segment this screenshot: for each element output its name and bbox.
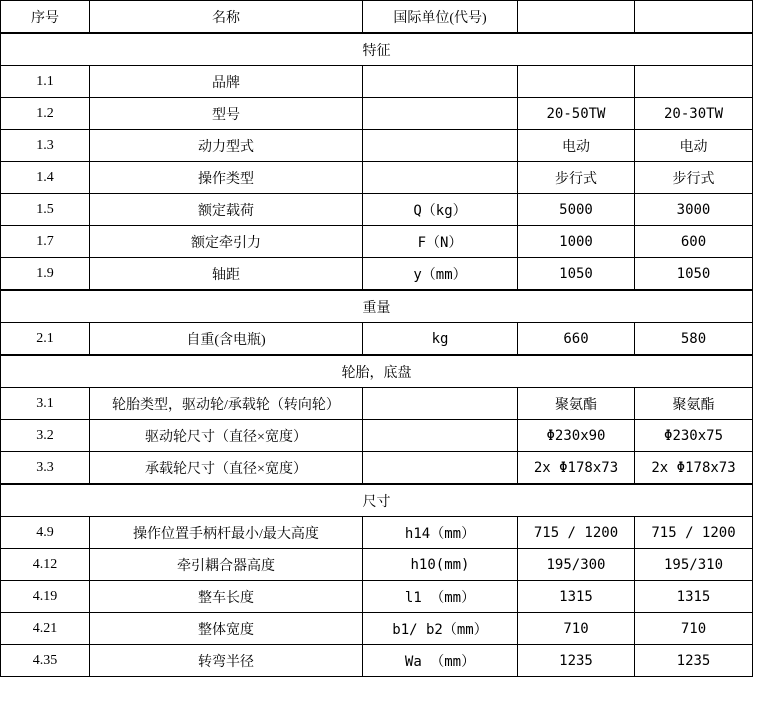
section-tires-chassis	[0, 355, 753, 484]
header-cell-name: 名称	[90, 1, 363, 33]
table-row	[1, 452, 753, 484]
table-row	[1, 130, 753, 162]
row-name: 额定牵引力	[90, 226, 363, 258]
row-index: 4.35	[1, 645, 90, 677]
section-features	[0, 33, 753, 290]
row-unit: F（N）	[363, 226, 518, 258]
row-name: 轴距	[90, 258, 363, 290]
row-index: 1.1	[1, 66, 90, 98]
row-unit	[363, 162, 518, 194]
header-cell-unit: 国际单位(代号)	[363, 1, 518, 33]
row-name: 转弯半径	[90, 645, 363, 677]
row-value-2: 600	[635, 226, 753, 258]
spec-table-header	[0, 0, 753, 33]
row-value-2: 3000	[635, 194, 753, 226]
row-unit: y（mm）	[363, 258, 518, 290]
table-row	[1, 323, 753, 355]
row-name: 动力型式	[90, 130, 363, 162]
row-value-1: 1000	[518, 226, 635, 258]
row-unit: l1 （mm）	[363, 581, 518, 613]
section-label-row	[1, 485, 753, 517]
row-index: 1.2	[1, 98, 90, 130]
table-row	[1, 66, 753, 98]
row-value-2: 步行式	[635, 162, 753, 194]
row-value-2: 1315	[635, 581, 753, 613]
row-name: 整车长度	[90, 581, 363, 613]
row-index: 3.3	[1, 452, 90, 484]
row-index: 1.9	[1, 258, 90, 290]
row-index: 1.3	[1, 130, 90, 162]
row-unit	[363, 388, 518, 420]
row-name: 操作位置手柄杆最小/最大高度	[90, 517, 363, 549]
row-value-1: 20-50TW	[518, 98, 635, 130]
row-name: 整体宽度	[90, 613, 363, 645]
row-value-2: 710	[635, 613, 753, 645]
header-cell-index: 序号	[1, 1, 90, 33]
section-label-weight: 重量	[1, 291, 753, 323]
section-dimensions	[0, 484, 753, 677]
row-value-1: 电动	[518, 130, 635, 162]
row-value-2: 2x Φ178x73	[635, 452, 753, 484]
row-index: 4.19	[1, 581, 90, 613]
row-unit	[363, 452, 518, 484]
row-name: 自重(含电瓶)	[90, 323, 363, 355]
row-value-1: 1235	[518, 645, 635, 677]
row-unit: kg	[363, 323, 518, 355]
row-value-1: 5000	[518, 194, 635, 226]
row-unit	[363, 130, 518, 162]
row-name: 承载轮尺寸（直径×宽度）	[90, 452, 363, 484]
row-name: 品牌	[90, 66, 363, 98]
row-unit	[363, 98, 518, 130]
row-name: 型号	[90, 98, 363, 130]
row-index: 1.4	[1, 162, 90, 194]
table-row	[1, 258, 753, 290]
row-index: 1.5	[1, 194, 90, 226]
section-weight	[0, 290, 753, 355]
section-label-features: 特征	[1, 34, 753, 66]
table-row	[1, 162, 753, 194]
section-label-row	[1, 356, 753, 388]
row-unit: Q（kg）	[363, 194, 518, 226]
row-index: 2.1	[1, 323, 90, 355]
row-value-1	[518, 66, 635, 98]
row-value-1: 2x Φ178x73	[518, 452, 635, 484]
table-row	[1, 98, 753, 130]
row-index: 4.21	[1, 613, 90, 645]
table-row	[1, 194, 753, 226]
row-value-1: 步行式	[518, 162, 635, 194]
row-value-1: Φ230x90	[518, 420, 635, 452]
row-value-2: Φ230x75	[635, 420, 753, 452]
row-value-2: 聚氨酯	[635, 388, 753, 420]
row-name: 操作类型	[90, 162, 363, 194]
row-unit: Wa （mm）	[363, 645, 518, 677]
row-value-2: 580	[635, 323, 753, 355]
row-value-1: 1315	[518, 581, 635, 613]
table-row	[1, 613, 753, 645]
table-row	[1, 645, 753, 677]
row-value-2: 20-30TW	[635, 98, 753, 130]
row-value-1: 660	[518, 323, 635, 355]
table-row	[1, 226, 753, 258]
row-value-2: 电动	[635, 130, 753, 162]
row-value-2: 1050	[635, 258, 753, 290]
row-value-2: 195/310	[635, 549, 753, 581]
row-value-1: 1050	[518, 258, 635, 290]
row-value-1: 195/300	[518, 549, 635, 581]
row-index: 4.9	[1, 517, 90, 549]
section-label-row	[1, 291, 753, 323]
row-index: 3.1	[1, 388, 90, 420]
row-index: 3.2	[1, 420, 90, 452]
row-index: 4.12	[1, 549, 90, 581]
row-unit: h14（mm）	[363, 517, 518, 549]
header-cell-model-2	[635, 1, 753, 33]
row-name: 牵引耦合器高度	[90, 549, 363, 581]
row-index: 1.7	[1, 226, 90, 258]
section-label-row	[1, 34, 753, 66]
row-value-1: 710	[518, 613, 635, 645]
row-unit	[363, 66, 518, 98]
section-label-tires: 轮胎，底盘	[1, 356, 753, 388]
row-name: 额定载荷	[90, 194, 363, 226]
row-unit: b1/ b2（mm）	[363, 613, 518, 645]
row-value-1: 聚氨酯	[518, 388, 635, 420]
row-unit: h10(mm)	[363, 549, 518, 581]
row-value-2: 1235	[635, 645, 753, 677]
row-value-1: 715 / 1200	[518, 517, 635, 549]
row-value-2: 715 / 1200	[635, 517, 753, 549]
table-row	[1, 517, 753, 549]
row-unit	[363, 420, 518, 452]
row-name: 轮胎类型，驱动轮/承载轮（转向轮）	[90, 388, 363, 420]
table-row	[1, 549, 753, 581]
row-name: 驱动轮尺寸（直径×宽度）	[90, 420, 363, 452]
header-cell-model-1	[518, 1, 635, 33]
row-value-2	[635, 66, 753, 98]
table-header-row	[1, 1, 753, 33]
table-row	[1, 581, 753, 613]
table-row	[1, 420, 753, 452]
section-label-dimensions: 尺寸	[1, 485, 753, 517]
table-row	[1, 388, 753, 420]
